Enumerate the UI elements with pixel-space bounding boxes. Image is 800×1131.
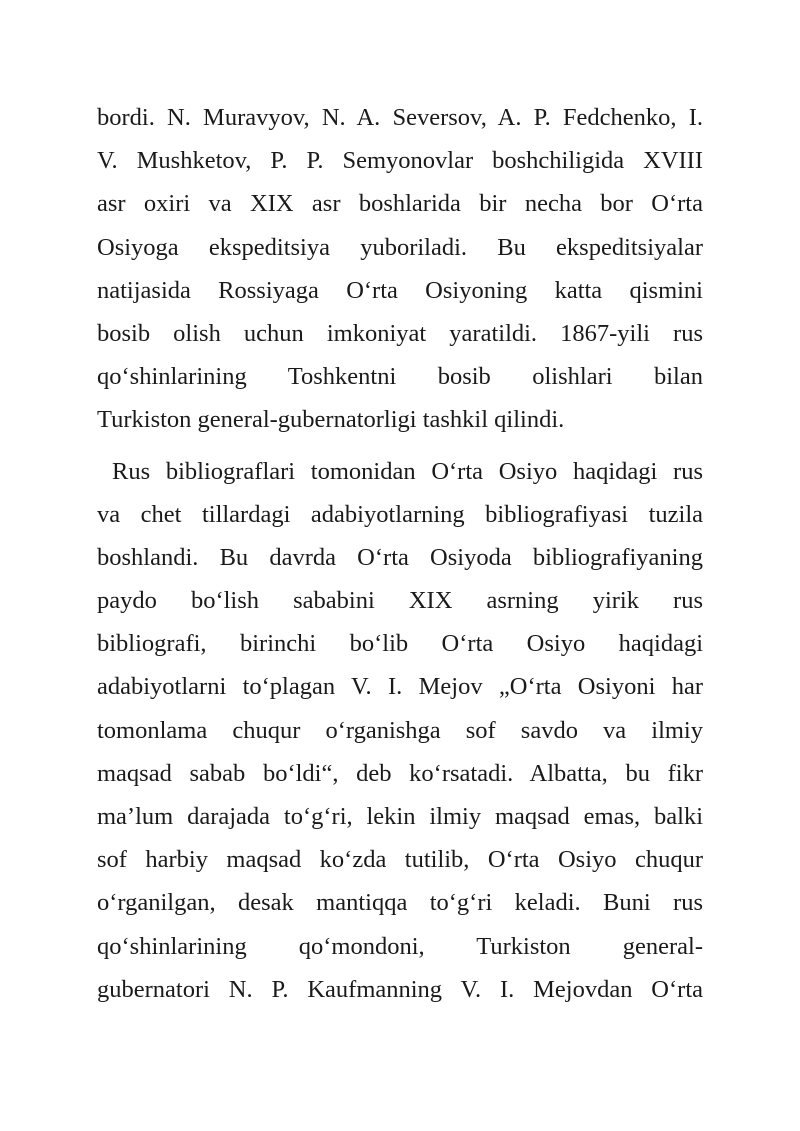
text-line: bordi. N. Muravyov, N. A. Seversov, A. P. Fedchenko, I. [97,104,703,131]
text-line: adabiyotlarni to‘plagan V. I. Mejov „O‘rta Osiyoni har [97,673,703,701]
text-line: qo‘shinlarining Toshkentni bosib olishlari bilan [97,363,703,391]
text-line: tomonlama chuqur o‘rganishga sof savdo va ilmiy [97,716,703,744]
text-line: ma’lum darajada to‘g‘ri, lekin ilmiy maqsad emas, balki [97,803,703,830]
text-line: paydo bo‘lish sababini XIX asrning yirik rus [97,587,703,615]
text-line: va chet tillardagi adabiyotlarning bibliografiyasi tuzila [97,500,703,528]
text-line: bibliografi, birinchi bo‘lib O‘rta Osiyo haqidagi [97,630,703,658]
text-line: maqsad sabab bo‘ldi“, deb ko‘rsatadi. Albatta, bu fikr [97,759,703,787]
text-line: gubernatori N. P. Kaufmanning V. I. Mejovdan O‘rta [97,975,703,1003]
text-line: qo‘shinlarining qo‘mondoni, Turkiston general- [97,932,703,960]
text-line: o‘rganilgan, desak mantiqqa to‘g‘ri keladi. Buni rus [97,889,703,917]
text-line: bosib olish uchun imkoniyat yaratildi. 1867-yili rus [97,319,703,347]
text-line: sof harbiy maqsad ko‘zda tutilib, O‘rta Osiyo chuqur [97,846,703,874]
paragraph-gap [97,442,703,450]
text-line: Turkiston general-gubernatorligi tashkil qilindi. [97,406,565,434]
text-line: V. Mushketov, P. P. Semyonovlar boshchiligida XVIII [97,147,703,175]
text-line: asr oxiri va XIX asr boshlarida bir necha bor O‘rta [97,190,703,218]
text-line: Osiyoga ekspeditsiya yuboriladi. Bu ekspeditsiyalar [97,233,703,261]
text-line: Rus bibliograflari tomonidan O‘rta Osiyo haqidagi rus [112,457,703,485]
document-page [97,96,703,1011]
text-line: boshlandi. Bu davrda O‘rta Osiyoda bibliografiyaning [97,543,703,571]
text-line: natijasida Rossiyaga O‘rta Osiyoning katta qismini [97,276,703,304]
paragraph-2 [97,450,703,1011]
paragraph-1 [97,96,703,442]
